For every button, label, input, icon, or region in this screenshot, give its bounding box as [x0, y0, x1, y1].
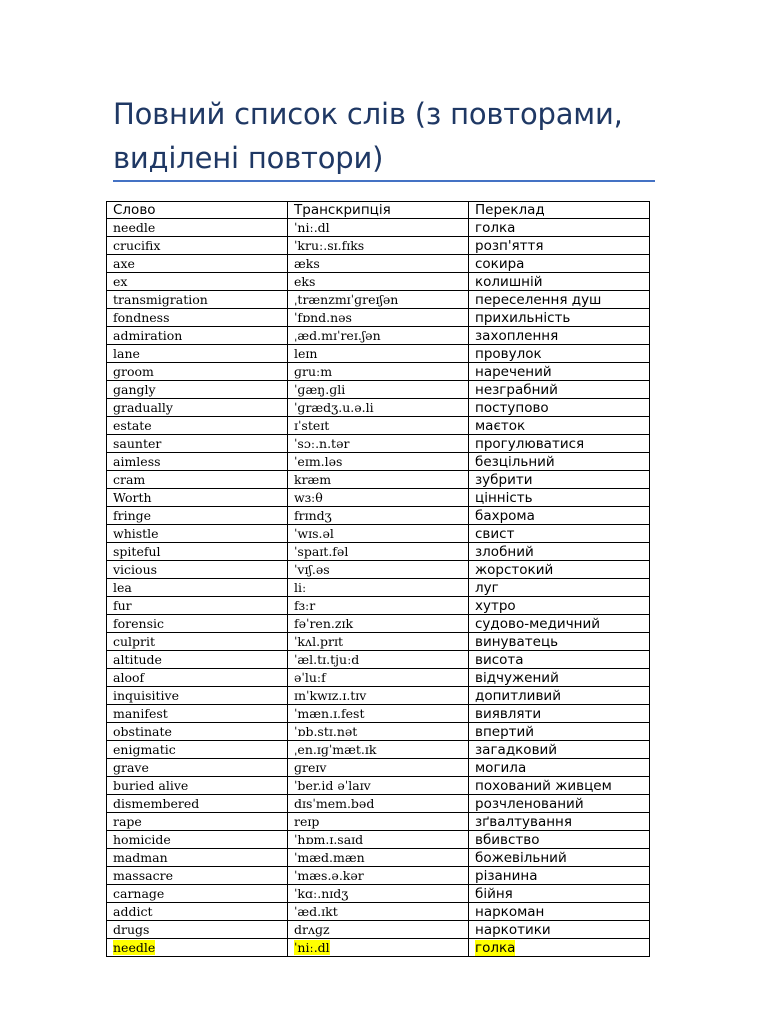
transcription-cell: ˈfɒnd.nəs	[294, 310, 352, 326]
transcription-cell: frɪndʒ	[294, 508, 332, 524]
word-table	[106, 201, 650, 957]
word-cell: fondness	[113, 310, 170, 326]
transcription-cell: ˈniː.dl	[294, 220, 330, 236]
table-body	[107, 219, 650, 957]
table-row	[107, 219, 650, 237]
transcription-cell: ɪnˈkwɪz.ɪ.tɪv	[294, 688, 367, 704]
word-cell: enigmatic	[113, 742, 176, 758]
word-cell: carnage	[113, 886, 165, 902]
translation-cell: зґвалтування	[475, 814, 572, 831]
table-row	[107, 381, 650, 399]
page-title: Повний список слів (з повторами, виділені повтори)	[113, 97, 623, 175]
table-row	[107, 687, 650, 705]
transcription-cell: ˈɡæŋ.ɡli	[294, 382, 346, 398]
translation-cell: голка	[475, 220, 516, 237]
translation-cell: винуватець	[475, 634, 559, 651]
word-cell: obstinate	[113, 724, 172, 740]
header-translation: Переклад	[469, 202, 650, 219]
word-cell: addict	[113, 904, 153, 920]
word-cell: lea	[113, 580, 132, 596]
table-row	[107, 273, 650, 291]
transcription-cell: ˈkʌl.prɪt	[294, 634, 344, 650]
word-cell: cram	[113, 472, 146, 488]
table-row	[107, 237, 650, 255]
translation-cell: допитливий	[475, 688, 561, 705]
translation-cell: впертий	[475, 724, 535, 741]
transcription-cell: ˈmæd.mæn	[294, 850, 365, 866]
translation-cell: свист	[475, 526, 515, 543]
table-row	[107, 759, 650, 777]
transcription-cell: ɪˈsteɪt	[294, 418, 330, 434]
table-header-row	[107, 202, 650, 219]
translation-cell: могила	[475, 760, 527, 777]
transcription-cell: fəˈren.zɪk	[294, 616, 354, 632]
transcription-cell: kræm	[294, 472, 332, 488]
transcription-cell: ˈeɪm.ləs	[294, 454, 343, 470]
word-cell: needle	[113, 220, 156, 236]
table-row	[107, 885, 650, 903]
transcription-cell: ɡruːm	[294, 364, 333, 380]
translation-cell: наречений	[475, 364, 552, 381]
table-row	[107, 489, 650, 507]
transcription-cell: ˈmæs.ə.kər	[294, 868, 364, 884]
word-cell: culprit	[113, 634, 156, 650]
transcription-cell: leɪn	[294, 346, 318, 362]
translation-cell: захоплення	[475, 328, 559, 345]
word-cell: rape	[113, 814, 142, 830]
transcription-cell: drʌɡz	[294, 922, 330, 938]
word-cell: aloof	[113, 670, 145, 686]
transcription-cell: wɜːθ	[294, 490, 323, 506]
word-cell: aimless	[113, 454, 161, 470]
word-cell: lane	[113, 346, 140, 362]
word-cell: axe	[113, 256, 135, 272]
word-cell: admiration	[113, 328, 183, 344]
translation-cell: наркоман	[475, 904, 545, 921]
translation-cell: переселення душ	[475, 292, 602, 309]
word-cell: ex	[113, 274, 128, 290]
word-cell: transmigration	[113, 292, 208, 308]
translation-cell: судово-медичний	[475, 616, 601, 633]
translation-cell: голка	[475, 940, 516, 957]
table-row	[107, 705, 650, 723]
word-cell: whistle	[113, 526, 159, 542]
translation-cell: злобний	[475, 544, 534, 561]
word-cell: grave	[113, 760, 149, 776]
title-underline	[113, 180, 655, 182]
translation-cell: зубрити	[475, 472, 533, 489]
transcription-cell: eks	[294, 274, 316, 290]
table-row	[107, 579, 650, 597]
word-cell: fringe	[113, 508, 152, 524]
transcription-cell: ˈwɪs.əl	[294, 526, 334, 542]
translation-cell: наркотики	[475, 922, 551, 939]
table-row	[107, 543, 650, 561]
table-row	[107, 507, 650, 525]
transcription-cell: æks	[294, 256, 320, 272]
translation-cell: незграбний	[475, 382, 558, 399]
table-row	[107, 831, 650, 849]
translation-cell: різанина	[475, 868, 538, 885]
table-row	[107, 363, 650, 381]
header-word: Слово	[107, 202, 288, 219]
table-row	[107, 327, 650, 345]
translation-cell: загадковий	[475, 742, 558, 759]
transcription-cell: ˈniː.dl	[294, 940, 330, 956]
word-cell: gradually	[113, 400, 173, 416]
word-cell: needle	[113, 940, 156, 956]
table-row	[107, 939, 650, 957]
translation-cell: провулок	[475, 346, 542, 363]
word-cell: gangly	[113, 382, 156, 398]
word-cell: buried alive	[113, 778, 189, 794]
table-row	[107, 741, 650, 759]
translation-cell: бійня	[475, 886, 513, 903]
table-row	[107, 921, 650, 939]
table-row	[107, 813, 650, 831]
translation-cell: цінність	[475, 490, 533, 507]
table-row	[107, 723, 650, 741]
word-cell: altitude	[113, 652, 162, 668]
table-row	[107, 615, 650, 633]
translation-cell: виявляти	[475, 706, 542, 723]
transcription-cell: əˈluːf	[294, 670, 326, 686]
table-row	[107, 795, 650, 813]
word-cell: massacre	[113, 868, 173, 884]
word-cell: Worth	[113, 490, 152, 506]
translation-cell: луг	[475, 580, 499, 597]
translation-cell: вбивство	[475, 832, 540, 849]
translation-cell: маєток	[475, 418, 526, 435]
transcription-cell: ˈkruː.sɪ.fɪks	[294, 238, 365, 254]
table-row	[107, 903, 650, 921]
word-cell: crucifix	[113, 238, 161, 254]
table-row	[107, 471, 650, 489]
word-cell: groom	[113, 364, 154, 380]
table-row	[107, 597, 650, 615]
translation-cell: хутро	[475, 598, 516, 615]
transcription-cell: fɜːr	[294, 598, 316, 614]
table-row	[107, 849, 650, 867]
translation-cell: розчленований	[475, 796, 584, 813]
word-cell: spiteful	[113, 544, 161, 560]
word-cell: madman	[113, 850, 168, 866]
table-row	[107, 399, 650, 417]
translation-cell: похований живцем	[475, 778, 612, 795]
header-transcription: Транскрипція	[288, 202, 469, 219]
transcription-cell: ˈsɔː.n.tər	[294, 436, 350, 452]
translation-cell: бахрома	[475, 508, 535, 525]
transcription-cell: reɪp	[294, 814, 320, 830]
translation-cell: прихильність	[475, 310, 571, 327]
transcription-cell: ˈspaɪt.fəl	[294, 544, 349, 560]
translation-cell: відчужений	[475, 670, 559, 687]
word-cell: vicious	[113, 562, 158, 578]
translation-cell: жорстокий	[475, 562, 554, 579]
word-cell: dismembered	[113, 796, 200, 812]
transcription-cell: ˈæd.ɪkt	[294, 904, 338, 920]
word-cell: fur	[113, 598, 132, 614]
translation-cell: божевільний	[475, 850, 567, 867]
table-row	[107, 777, 650, 795]
word-cell: drugs	[113, 922, 150, 938]
translation-cell: висота	[475, 652, 524, 669]
transcription-cell: ˈkɑː.nɪdʒ	[294, 886, 349, 902]
table-row	[107, 435, 650, 453]
word-cell: forensic	[113, 616, 164, 632]
transcription-cell: ˌæd.mɪˈreɪ.ʃən	[294, 328, 381, 344]
table-row	[107, 417, 650, 435]
translation-cell: поступово	[475, 400, 549, 417]
transcription-cell: ˈhɒm.ɪ.saɪd	[294, 832, 364, 848]
transcription-cell: ˈɡrædʒ.u.ə.li	[294, 400, 374, 416]
transcription-cell: ˈmæn.ɪ.fest	[294, 706, 365, 722]
transcription-cell: ˌtrænzmɪˈɡreɪʃən	[294, 292, 399, 308]
table-row	[107, 309, 650, 327]
transcription-cell: ˌen.ɪɡˈmæt.ɪk	[294, 742, 377, 758]
transcription-cell: liː	[294, 580, 307, 596]
table-row	[107, 345, 650, 363]
table-row	[107, 633, 650, 651]
table-row	[107, 867, 650, 885]
transcription-cell: ˈɒb.stɪ.nət	[294, 724, 358, 740]
table-row	[107, 453, 650, 471]
translation-cell: розп'яття	[475, 238, 544, 255]
transcription-cell: ɡreɪv	[294, 760, 327, 776]
table-row	[107, 525, 650, 543]
table-row	[107, 669, 650, 687]
word-cell: saunter	[113, 436, 162, 452]
translation-cell: безцільний	[475, 454, 555, 471]
word-cell: estate	[113, 418, 152, 434]
transcription-cell: dɪsˈmem.bəd	[294, 796, 375, 812]
table-row	[107, 255, 650, 273]
table-row	[107, 651, 650, 669]
table-row	[107, 561, 650, 579]
transcription-cell: ˈber.id əˈlaɪv	[294, 778, 371, 794]
table-row	[107, 291, 650, 309]
word-cell: manifest	[113, 706, 168, 722]
transcription-cell: ˈæl.tɪ.tjuːd	[294, 652, 360, 668]
word-cell: inquisitive	[113, 688, 179, 704]
translation-cell: колишній	[475, 274, 543, 291]
transcription-cell: ˈvɪʃ.əs	[294, 562, 330, 578]
word-cell: homicide	[113, 832, 171, 848]
translation-cell: сокира	[475, 256, 525, 273]
translation-cell: прогулюватися	[475, 436, 585, 453]
